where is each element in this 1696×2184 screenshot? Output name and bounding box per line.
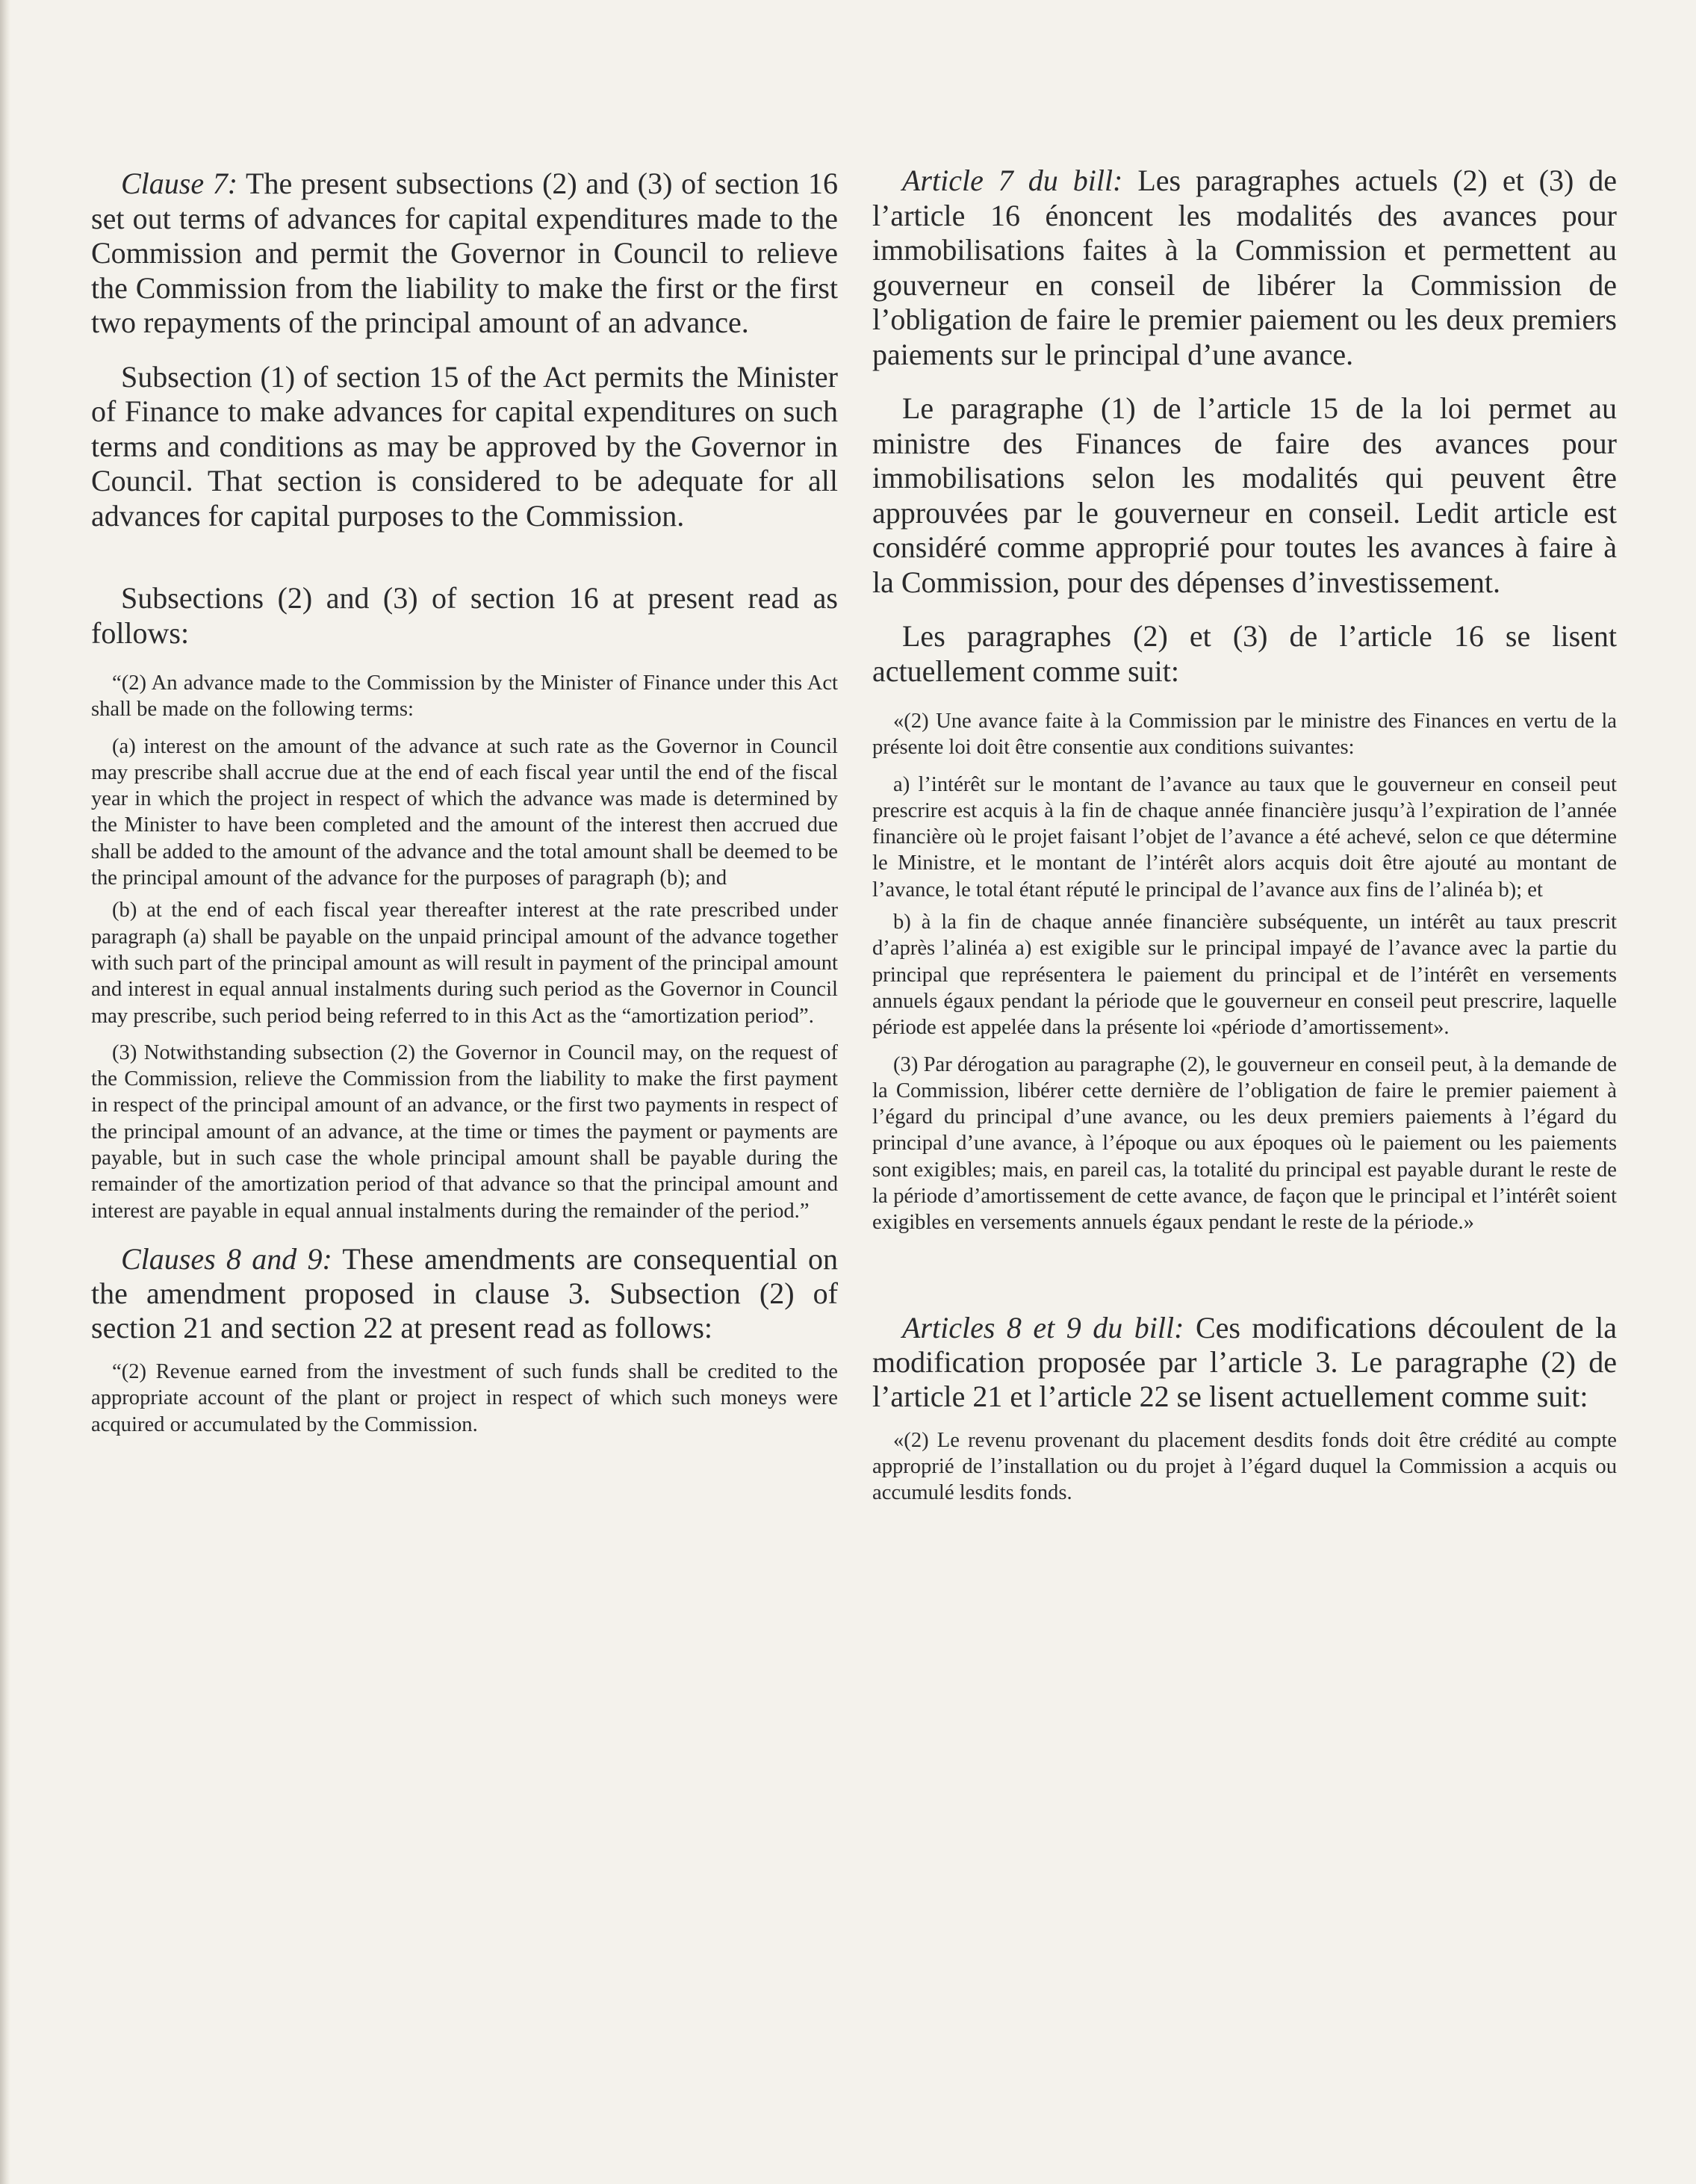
articles-8-9-paragraph bbox=[872, 1311, 1617, 1414]
paragraphes-16-intro: Les paragraphes (2) et (3) de l’article 16 se lisent actuellement comme suit: bbox=[872, 619, 1617, 688]
articles-8-9-text: Ces modifications découlent de la modification proposée par l’article 3. Le paragraphe (2) de l’article 21 et l’article 22 se lisent actuellement comme suit: bbox=[872, 1310, 1617, 1413]
section-16-quote bbox=[91, 670, 838, 1224]
clauses-8-9-heading: Clauses 8 and 9: bbox=[121, 1241, 332, 1276]
clause-7-paragraph bbox=[91, 167, 838, 341]
clause-7-text: The present subsections (2) and (3) of section 16 set out terms of advances for capital expenditures made to the Commission and permit the Governor in Council to relieve the Commission from the liability to make the first or the first two repayments of the principal amount of an advance. bbox=[91, 167, 839, 339]
article-7-heading: Article 7 du bill: bbox=[902, 164, 1123, 197]
english-column bbox=[91, 167, 838, 1438]
article-7-text: Les paragraphes actuels (2) et (3) de l’article 16 énoncent les modalités des avances pour immobilisations faites à la Commission et permettent au gouverneur en conseil de libérer la Commission de l’obligation de faire le premier paiement ou les deux premiers paiements sur le principal d’une avance. bbox=[872, 164, 1618, 371]
quote-fr-21-paragraphe-2: «(2) Le revenu provenant du placement desdits fonds doit être crédité au compte approprié de l’installation ou du projet à l’égard duquel la Commission a acquis ou accumulé lesdits fonds. bbox=[872, 1428, 1617, 1505]
quote-fr-16-paragraphe-2: «(2) Une avance faite à la Commission par le ministre des Finances en vertu de la présente loi doit être consentie aux conditions suivantes: bbox=[872, 710, 1617, 760]
quote-16-subsection-2: “(2) An advance made to the Commission by the Minister of Finance under this Act shall be made on the following terms: bbox=[91, 671, 838, 722]
paragraphe-15-paragraph: Le paragraphe (1) de l’article 15 de la loi permet au ministre des Finances de faire des avances pour immobilisations selon les modalités qui peuvent être approuvées par le gouverneur en conseil. Ledit article est considéré comme approprié pour toutes les avances à faire à la Commission, pour des dépenses d’investissement. bbox=[872, 391, 1617, 599]
page-binding-edge bbox=[0, 0, 10, 2184]
french-column bbox=[872, 164, 1617, 1507]
article-7-paragraph bbox=[872, 164, 1617, 372]
quote-16-para-a: (a) interest on the amount of the advance at such rate as the Governor in Council may prescribe shall accrue due at the end of each fiscal year until the end of the fiscal year in which the project in respect of which the advance was made is determined by the Minister to have been completed and the amount of the interest then accrued due shall be added to the amount of the advance and the total amount shall be deemed to be the principal amount of the advance for the purposes of paragraph (b); and bbox=[91, 734, 838, 890]
articles-8-9-heading: Articles 8 et 9 du bill: bbox=[902, 1310, 1184, 1344]
quote-fr-16-paragraphe-3: (3) Par dérogation au paragraphe (2), le gouverneur en conseil peut, à la demande de la Commission, libérer cette dernière de l’obligation de faire le premier paiement à l’égard du principal d’une avance, ou les deux premiers paiements à l’égard du principal d’une avance, à l’époque ou aux époques où le paiement ou les paiements sont exigibles; mais, en pareil cas, la totalité du principal est payable durant le reste de la période d’amortissement de cette avance, de façon que le principal et l’intérêt soient exigibles en versements annuels égaux pendant le reste de la période.» bbox=[872, 1052, 1617, 1235]
quote-fr-16-alinea-a: a) l’intérêt sur le montant de l’avance au taux que le gouverneur en conseil peut prescrire est acquis à la fin de chaque année financière jusqu’à l’expiration de l’année financière où le projet faisant l’objet de l’avance a été achevé, selon ce que détermine le Ministre, et le montant de l’intérêt alors acquis doit être ajouté au montant de l’avance, le total étant réputé le principal de l’avance aux fins de l’alinéa b); et bbox=[872, 772, 1617, 902]
clauses-8-9-paragraph bbox=[91, 1242, 838, 1345]
quote-fr-16-alinea-b: b) à la fin de chaque année financière subséquente, un intérêt au taux prescrit d’après l’alinéa a) est exigible sur le principal impayé de l’avance avec la partie du principal que représentera le paiement du principal et de l’intérêt en versements annuels égaux pendant la période que le gouverneur en conseil peut prescrire, laquelle période est appelée dans la présente loi «période d’amortissement». bbox=[872, 910, 1617, 1040]
quote-16-subsection-3: (3) Notwithstanding subsection (2) the Governor in Council may, on the request of the Commission, relieve the Commission from the liability to make the first payment in respect of the principal amount of an advance, or the first two payments in respect of the principal amount of an advance, at the time or times the payment or payments are payable, but in such case the whole principal amount shall be payable during the remainder of the amortization period of that advance so that the principal amount and interest are payable in equal annual instalments during the remainder of the period.” bbox=[91, 1040, 838, 1223]
clauses-8-9-text: These amendments are consequential on the amendment proposed in clause 3. Subsection (2) of section 21 and section 22 at present read as follows: bbox=[91, 1241, 838, 1344]
subsections-16-intro: Subsections (2) and (3) of section 16 at present read as follows: bbox=[91, 581, 838, 650]
quote-21-subsection-2: “(2) Revenue earned from the investment of such funds shall be credited to the appropriate account of the plant or project in respect of which such moneys were acquired or accumulated by the Commission. bbox=[91, 1359, 838, 1436]
article-16-quote bbox=[872, 708, 1617, 1236]
subsection-15-paragraph: Subsection (1) of section 15 of the Act permits the Minister of Finance to make advances for capital expenditures on such terms and conditions as may be approved by the Governor in Council. That section is considered to be adequate for all advances for capital purposes to the Commission. bbox=[91, 359, 838, 533]
clause-7-heading: Clause 7: bbox=[121, 167, 238, 200]
quote-16-para-b: (b) at the end of each fiscal year thereafter interest at the rate prescribed under paragraph (a) shall be payable on the unpaid principal amount of the advance together with such part of the principal amount as will result in payment of the principal amount and interest in equal annual instalments during such period as the Governor in Council may prescribe, such period being referred to in this Act as the “amortization period”. bbox=[91, 899, 838, 1028]
